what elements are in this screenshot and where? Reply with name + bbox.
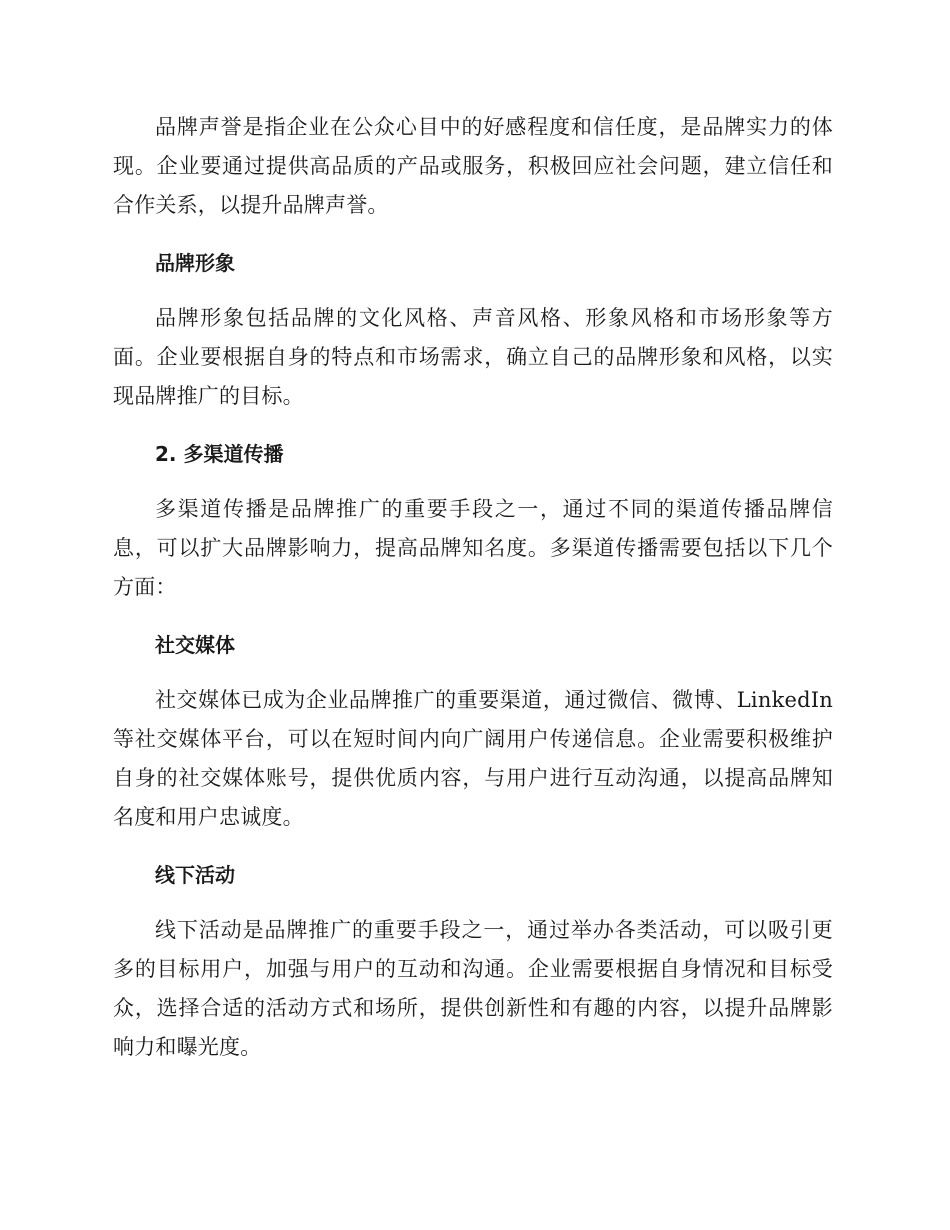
paragraph-brand-image: 品牌形象包括品牌的文化风格、声音风格、形象风格和市场形象等方面。企业要根据自身的特点和市场需求，确立自己的品牌形象和风格，以实现品牌推广的目标。	[113, 306, 833, 408]
paragraph-offline-events: 线下活动是品牌推广的重要手段之一，通过举办各类活动，可以吸引更多的目标用户，加强与用户的互动和沟通。企业需要根据自身情况和目标受众，选择合适的活动方式和场所，提供创新性和有趣的内容，以提升品牌影响力和曝光度。	[113, 918, 833, 1059]
heading-social-media: 社交媒体	[155, 633, 235, 657]
paragraph-multichannel: 多渠道传播是品牌推广的重要手段之一，通过不同的渠道传播品牌信息，可以扩大品牌影响力，提高品牌知名度。多渠道传播需要包括以下几个方面：	[113, 497, 833, 599]
paragraph-social-media: 社交媒体已成为企业品牌推广的重要渠道，通过微信、微博、LinkedIn等社交媒体平台，可以在短时间内向广阔用户传递信息。企业需要积极维护自身的社交媒体账号，提供优质内容，与用户进行互动沟通，以提高品牌知名度和用户忠诚度。	[113, 688, 833, 829]
paragraph-brand-reputation: 品牌声誉是指企业在公众心目中的好感程度和信任度，是品牌实力的体现。企业要通过提供高品质的产品或服务，积极回应社会问题，建立信任和合作关系，以提升品牌声誉。	[113, 115, 833, 217]
document-page	[113, 108, 833, 1086]
heading-brand-image: 品牌形象	[155, 251, 235, 275]
heading-multichannel: 2. 多渠道传播	[155, 442, 284, 466]
heading-offline-events: 线下活动	[155, 863, 235, 887]
